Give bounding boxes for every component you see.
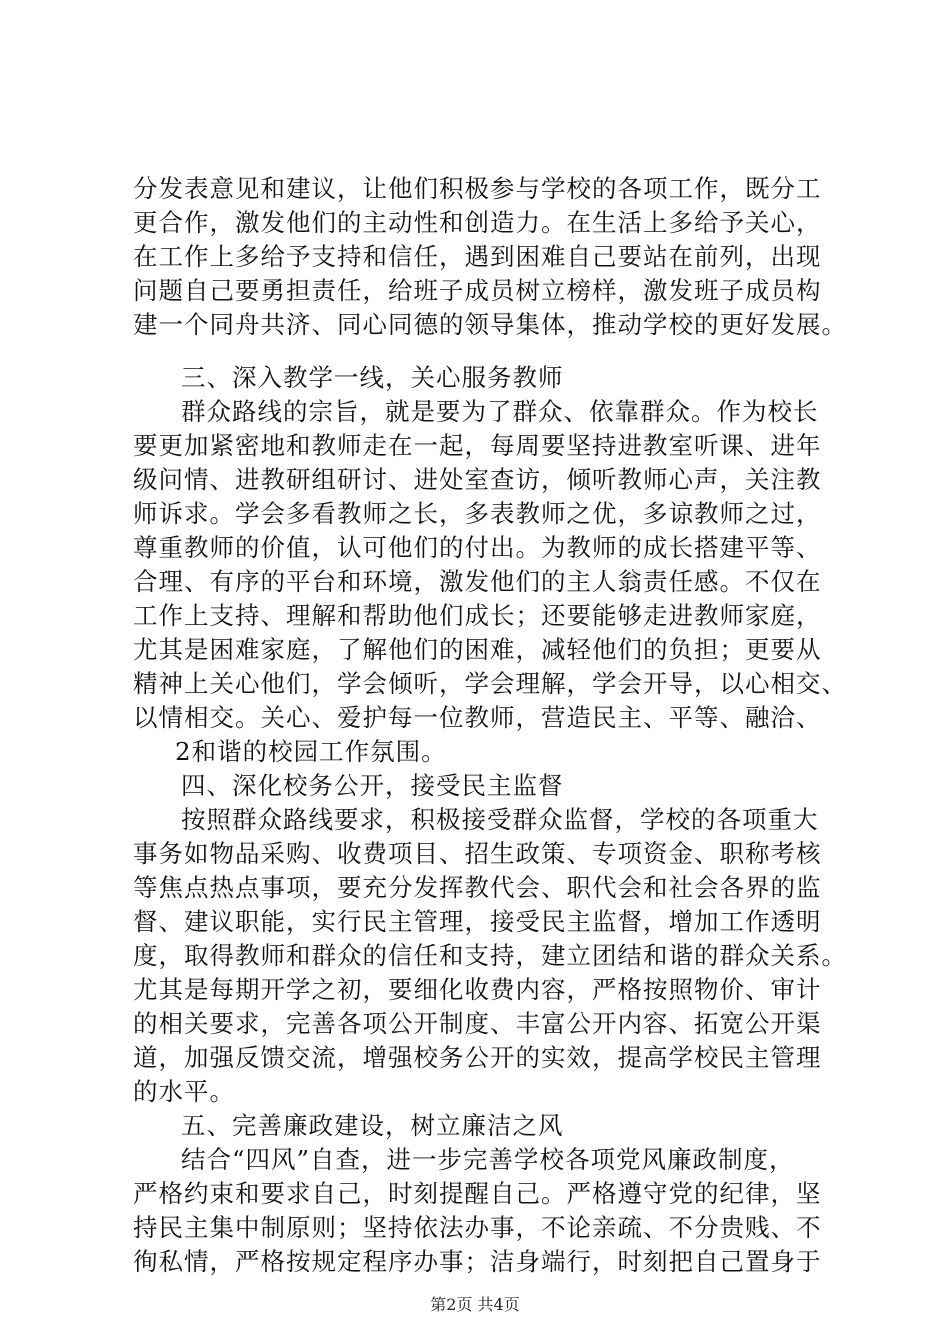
section-heading: 三、深入教学一线，关心服务教师 xyxy=(181,363,564,392)
paragraph-line: 的水平。 xyxy=(133,1077,235,1106)
paragraph-line: 按照群众路线要求，积极接受群众监督，学校的各项重大 xyxy=(181,805,819,834)
paragraph-line: 尊重教师的价值，认可他们的付出。为教师的成长搭建平等、 xyxy=(133,533,822,562)
paragraph-line: 精神上关心他们，学会倾听，学会理解，学会开导，以心相交、 xyxy=(133,669,847,698)
paragraph-line: 合理、有序的平台和环境，激发他们的主人翁责任感。不仅在 xyxy=(133,567,822,596)
paragraph-line: 2和谐的校园工作氛围。 xyxy=(175,737,447,766)
paragraph-line: 问题自己要勇担责任，给班子成员树立榜样，激发班子成员构 xyxy=(133,276,822,305)
paragraph-line: 道，加强反馈交流，增强校务公开的实效，提高学校民主管理 xyxy=(133,1043,822,1072)
page-number: 第2页 共4页 xyxy=(430,1295,520,1314)
paragraph-line: 度，取得教师和群众的信任和支持，建立团结和谐的群众关系。 xyxy=(133,941,847,970)
paragraph-line: 建一个同舟共济、同心同德的领导集体，推动学校的更好发展。 xyxy=(133,310,847,339)
paragraph-line: 要更加紧密地和教师走在一起，每周要坚持进教室听课、进年 xyxy=(133,431,822,460)
paragraph-line: 更合作，激发他们的主动性和创造力。在生活上多给予关心， xyxy=(133,208,822,237)
paragraph-line: 持民主集中制原则；坚持依法办事，不论亲疏、不分贵贱、不 xyxy=(133,1213,822,1242)
section-heading: 四、深化校务公开，接受民主监督 xyxy=(181,771,564,800)
paragraph-line: 事务如物品采购、收费项目、招生政策、专项资金、职称考核 xyxy=(133,839,822,868)
paragraph-line: 等焦点热点事项，要充分发挥教代会、职代会和社会各界的监 xyxy=(133,873,822,902)
paragraph-line: 级问情、进教研组研讨、进处室查访，倾听教师心声，关注教 xyxy=(133,465,822,494)
paragraph-line: 在工作上多给予支持和信任，遇到困难自己要站在前列，出现 xyxy=(133,242,822,271)
paragraph-line: 结合“四风”自查，进一步完善学校各项党风廉政制度， xyxy=(181,1145,795,1174)
paragraph-line: 群众路线的宗旨，就是要为了群众、依靠群众。作为校长 xyxy=(181,397,819,426)
paragraph-line: 的相关要求，完善各项公开制度、丰富公开内容、拓宽公开渠 xyxy=(133,1009,822,1038)
section-heading: 五、完善廉政建设，树立廉洁之风 xyxy=(181,1111,564,1140)
paragraph-line: 工作上支持、理解和帮助他们成长；还要能够走进教师家庭， xyxy=(133,601,822,630)
paragraph-line: 以情相交。关心、爱护每一位教师，营造民主、平等、融洽、 xyxy=(133,703,822,732)
paragraph-line: 督、建议职能，实行民主管理，接受民主监督，增加工作透明 xyxy=(133,907,822,936)
paragraph-line: 师诉求。学会多看教师之长，多表教师之优，多谅教师之过， xyxy=(133,499,822,528)
paragraph-line: 徇私情，严格按规定程序办事；洁身端行，时刻把自己置身于 xyxy=(133,1247,822,1276)
paragraph-line: 尤其是每期开学之初，要细化收费内容，严格按照物价、审计 xyxy=(133,975,822,1004)
paragraph-line: 尤其是困难家庭，了解他们的困难，减轻他们的负担；更要从 xyxy=(133,635,822,664)
paragraph-line: 严格约束和要求自己，时刻提醒自己。严格遵守党的纪律，坚 xyxy=(133,1179,822,1208)
paragraph-line: 分发表意见和建议，让他们积极参与学校的各项工作，既分工 xyxy=(133,174,822,203)
